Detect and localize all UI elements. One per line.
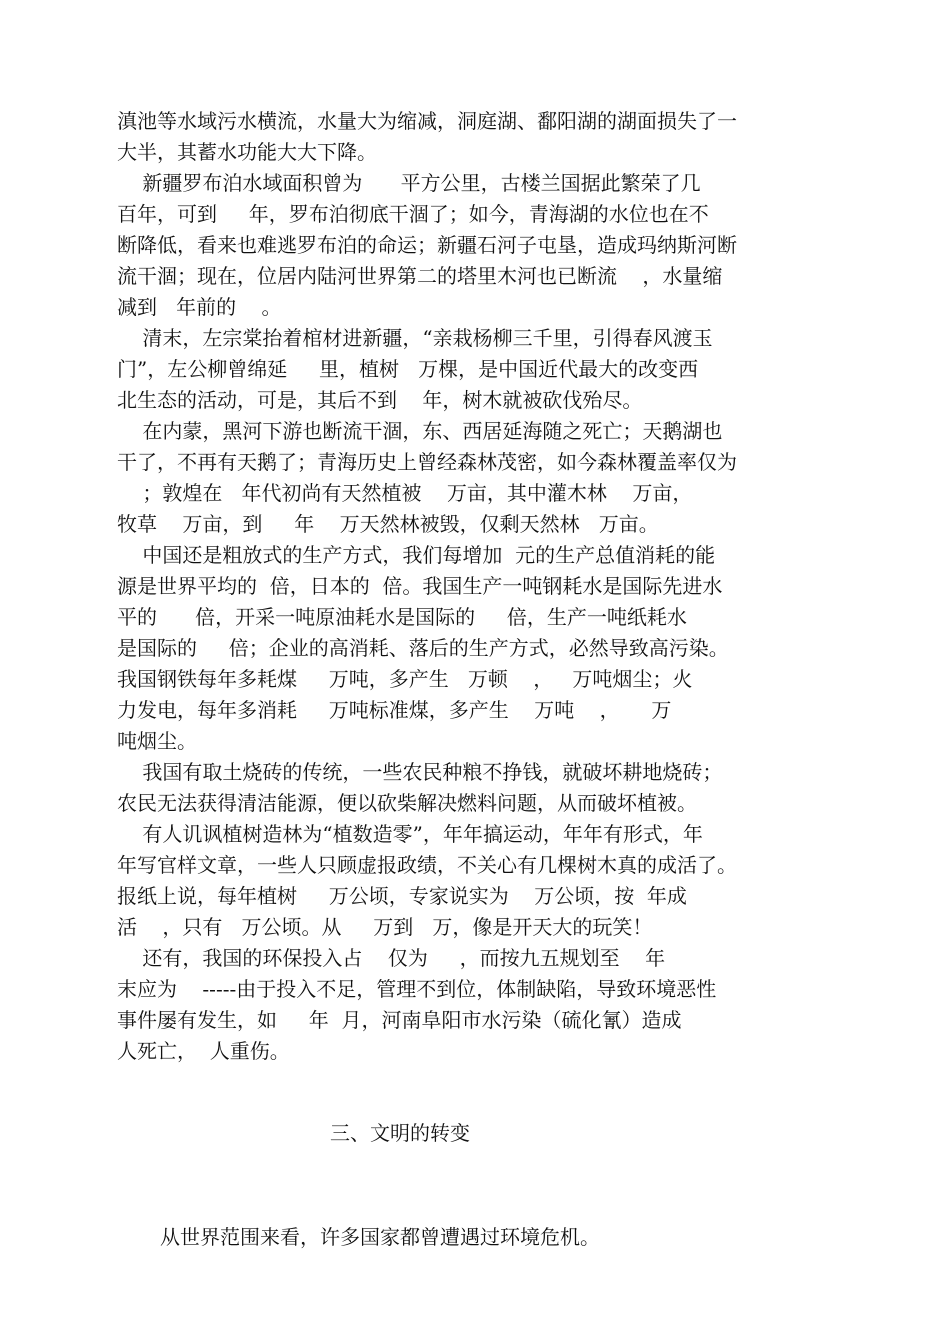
body-text-line: 事件屡有发生，如 年 月，河南阜阳市水污染（硫化氰）造成 — [117, 1008, 682, 1032]
body-text-line: 农民无法获得清洁能源，便以砍柴解决燃料问题，从而破坏植被。 — [117, 791, 697, 815]
body-text-line: 在内蒙，黑河下游也断流干涸，东、西居延海随之死亡；天鹅湖也 — [117, 419, 723, 443]
body-text-line: 百年，可到 年，罗布泊彻底干涸了；如今，青海湖的水位也在不 — [117, 202, 709, 226]
body-text-line: 人死亡， 人重伤。 — [117, 1039, 290, 1063]
body-text-line: 北生态的活动，可是，其后不到 年，树木就被砍伐殆尽。 — [117, 388, 643, 412]
body-text-line: 清末，左宗棠抬着棺材进新疆，“亲栽杨柳三千里，引得春风渡玉 — [117, 326, 713, 350]
body-text-line: 中国还是粗放式的生产方式，我们每增加 元的生产总值消耗的能 — [117, 543, 716, 567]
body-text-line: 活 ，只有 万公顷。从 万到 万，像是开天大的玩笑！ — [117, 915, 653, 939]
body-text-line: 年写官样文章，一些人只顾虚报政绩，不关心有几棵树木真的成活了。 — [117, 853, 737, 877]
body-text-line: 平的 倍，开采一吨原油耗水是国际的 倍，生产一吨纸耗水 — [117, 605, 687, 629]
body-text-line: 吨烟尘。 — [117, 729, 197, 753]
body-text-line: 我国钢铁每年多耗煤 万吨，多产生 万顿 ， 万吨烟尘；火 — [117, 667, 693, 691]
body-text-line: 新疆罗布泊水域面积曾为 平方公里，古楼兰国据此繁荣了几 — [117, 171, 701, 195]
body-text-line: 是国际的 倍；企业的高消耗、落后的生产方式，必然导致高污染。 — [117, 636, 729, 660]
body-text-line: 源是世界平均的 倍，日本的 倍。我国生产一吨钢耗水是国际先进水 — [117, 574, 723, 598]
body-text-line: 流干涸；现在，位居内陆河世界第二的塔里木河也已断流 ，水量缩 — [117, 264, 723, 288]
body-text-line: 牧草 万亩，到 年 万天然林被毁，仅剩天然林 万亩。 — [117, 512, 659, 536]
body-text-line: 减到 年前的 。 — [117, 295, 282, 319]
closing-paragraph: 从世界范围来看，许多国家都曾遭遇过环境危机。 — [160, 1225, 600, 1249]
body-text-line: 滇池等水域污水横流，水量大为缩减，洞庭湖、鄱阳湖的湖面损失了一 — [117, 109, 737, 133]
body-text-line: 末应为 -----由于投入不足，管理不到位，体制缺陷，导致环境恶性 — [117, 977, 717, 1001]
body-text-line: 力发电，每年多消耗 万吨标准煤，多产生 万吨 ， 万 — [117, 698, 672, 722]
body-text-line: 干了，不再有天鹅了；青海历史上曾经森林茂密，如今森林覆盖率仅为 — [117, 450, 737, 474]
body-text-line: 我国有取土烧砖的传统，一些农民种粮不挣钱，就破坏耕地烧砖； — [117, 760, 723, 784]
body-text-line: 有人讥讽植树造林为“植数造零”，年年搞运动，年年有形式，年 — [117, 822, 703, 846]
body-text-line: 报纸上说，每年植树 万公顷，专家说实为 万公顷，按 年成 — [117, 884, 687, 908]
body-text-line: 门”，左公柳曾绵延 里，植树 万棵，是中国近代最大的改变西 — [117, 357, 699, 381]
body-text-line: 还有，我国的环保投入占 仅为 ，而按九五规划至 年 — [117, 946, 666, 970]
body-text-line: 大半，其蓄水功能大大下降。 — [117, 140, 377, 164]
body-text-line: 断降低，看来也难逃罗布泊的命运；新疆石河子屯垦，造成玛纳斯河断 — [117, 233, 737, 257]
section-heading: 三、文明的转变 — [330, 1121, 470, 1145]
body-text-line: ；敦煌在 年代初尚有天然植被 万亩，其中灌木林 万亩， — [117, 481, 693, 505]
